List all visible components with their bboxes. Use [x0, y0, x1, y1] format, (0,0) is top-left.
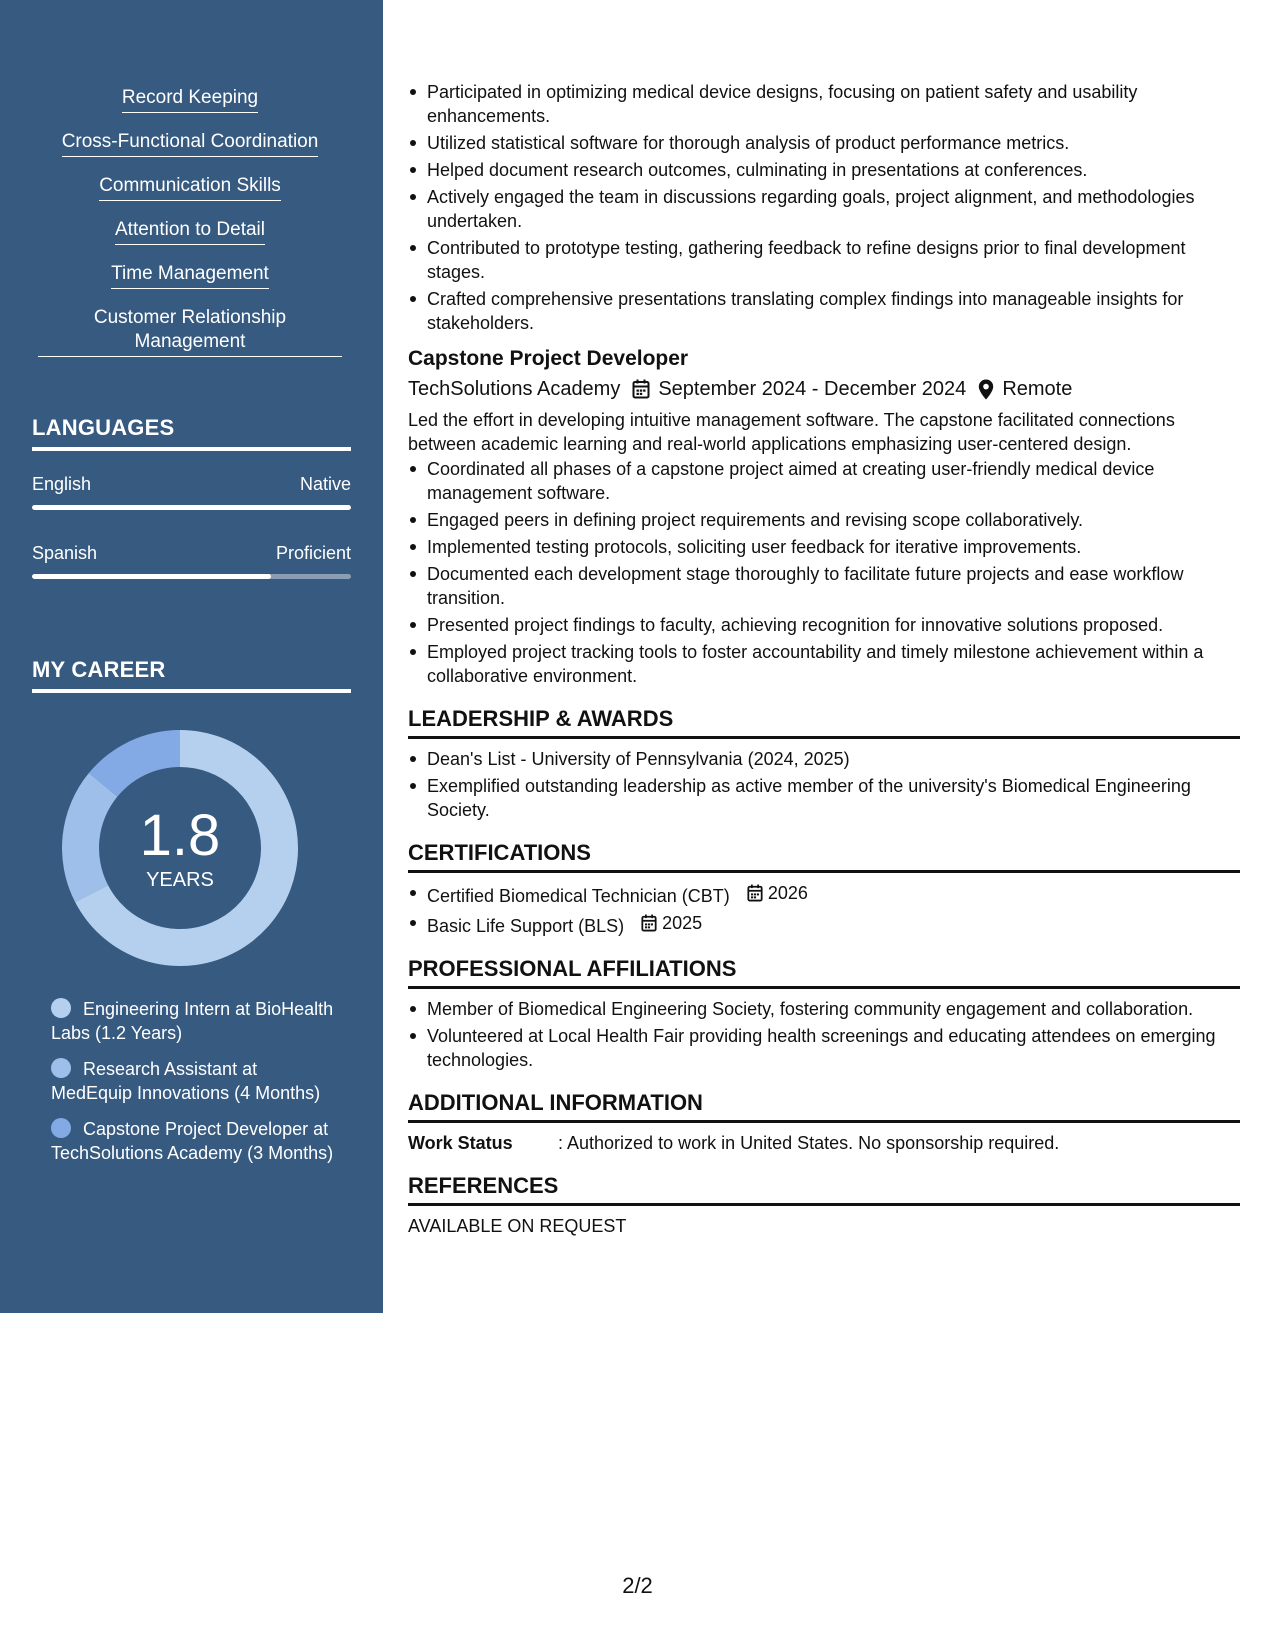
list-item: Presented project findings to faculty, achieving recognition for innovative solutions proposed.: [408, 613, 1240, 637]
skill-item: Communication Skills: [99, 174, 281, 201]
certifications-list: [408, 881, 1240, 938]
list-item: Exemplified outstanding leadership as active member of the university's Biomedical Engineering Society.: [408, 774, 1240, 822]
languages-heading: LANGUAGES: [32, 415, 351, 451]
language-level: Proficient: [275, 543, 351, 563]
career-legend-item: [51, 1057, 341, 1105]
list-item: Utilized statistical software for thorough analysis of product performance metrics.: [408, 131, 1240, 155]
language-bar: [32, 574, 351, 579]
language-name: Spanish: [32, 543, 98, 563]
calendar-icon: [632, 379, 650, 399]
language-bar: [32, 505, 351, 510]
language-row: [32, 474, 351, 495]
career-legend-label: Engineering Intern at BioHealth Labs (1.2 Years): [51, 999, 334, 1043]
job-dates: September 2024 - December 2024: [658, 378, 967, 400]
list-item: Employed project tracking tools to foster accountability and timely milestone achievement within a collaborative environment.: [408, 640, 1240, 688]
language-row: [32, 543, 351, 564]
sidebar: [0, 0, 383, 1313]
certification-year: 2025: [662, 913, 703, 933]
job-meta: [408, 374, 1240, 404]
job-company: TechSolutions Academy: [408, 378, 621, 400]
list-item: Crafted comprehensive presentations translating complex findings into manageable insights for stakeholders.: [408, 287, 1240, 335]
career-legend: [51, 997, 341, 1177]
certification-name: Basic Life Support (BLS): [427, 916, 625, 936]
career-legend-item: [51, 997, 341, 1045]
legend-dot: [51, 998, 71, 1018]
career-legend-label: Capstone Project Developer at TechSolutions Academy (3 Months): [51, 1119, 334, 1163]
job-location: Remote: [1002, 378, 1073, 400]
experience-bullets: [408, 80, 1240, 335]
career-total-unit: YEARS: [146, 869, 214, 891]
list-item: Actively engaged the team in discussions regarding goals, project alignment, and methodologies undertaken.: [408, 185, 1240, 233]
calendar-icon: [747, 884, 763, 902]
certification-item: [408, 881, 1240, 908]
career-heading: MY CAREER: [32, 657, 351, 693]
list-item: Coordinated all phases of a capstone project aimed at creating user-friendly medical device management software.: [408, 457, 1240, 505]
certification-item: [408, 911, 1240, 938]
skill-item: Cross-Functional Coordination: [62, 130, 319, 157]
page-number: 2/2: [622, 1573, 653, 1598]
skill-item: Record Keeping: [122, 86, 258, 113]
list-item: Volunteered at Local Health Fair providing health screenings and educating attendees on emerging technologies.: [408, 1024, 1240, 1072]
references-heading: REFERENCES: [408, 1172, 1240, 1206]
certification-name: Certified Biomedical Technician (CBT): [427, 886, 730, 906]
work-status-label: Work Status: [408, 1133, 513, 1153]
language-name: English: [32, 474, 92, 494]
list-item: Contributed to prototype testing, gathering feedback to refine designs prior to final development stages.: [408, 236, 1240, 284]
certification-year: 2026: [767, 883, 808, 903]
job-description: Led the effort in developing intuitive management software. The capstone facilitated connections between academic learning and real-world applications emphasizing user-centered design.: [408, 410, 1175, 454]
job-title: Capstone Project Developer: [408, 347, 689, 370]
leadership-list: [408, 747, 1240, 822]
skills-list: [30, 86, 350, 357]
legend-dot: [51, 1058, 71, 1078]
career-legend-label: Research Assistant at MedEquip Innovations (4 Months): [51, 1059, 321, 1103]
list-item: Participated in optimizing medical device designs, focusing on patient safety and usability enhancements.: [408, 80, 1240, 128]
skill-item: Attention to Detail: [115, 218, 265, 245]
certifications-heading: CERTIFICATIONS: [408, 839, 1240, 873]
list-item: Implemented testing protocols, soliciting user feedback for iterative improvements.: [408, 535, 1240, 559]
list-item: Helped document research outcomes, culminating in presentations at conferences.: [408, 158, 1240, 182]
leadership-heading: LEADERSHIP & AWARDS: [408, 705, 1240, 739]
career-legend-item: [51, 1117, 341, 1165]
job-bullets: [408, 457, 1240, 688]
skill-item: Time Management: [111, 262, 269, 289]
calendar-icon: [641, 914, 657, 932]
additional-info-heading: ADDITIONAL INFORMATION: [408, 1089, 1240, 1123]
language-bar-fill: [32, 505, 351, 510]
work-status-value: : Authorized to work in United States. No sponsorship required.: [558, 1133, 1060, 1153]
language-bar-fill: [32, 574, 271, 579]
references-text: AVAILABLE ON REQUEST: [408, 1216, 627, 1236]
list-item: Documented each development stage thoroughly to facilitate future projects and ease workflow transition.: [408, 562, 1240, 610]
main-content: [408, 80, 1240, 1238]
list-item: Engaged peers in defining project requirements and revising scope collaboratively.: [408, 508, 1240, 532]
skill-item: Customer Relationship Management: [38, 306, 342, 357]
language-level: Native: [299, 474, 351, 494]
location-pin-icon: [978, 379, 994, 400]
work-status-row: [408, 1131, 1240, 1155]
affiliations-heading: PROFESSIONAL AFFILIATIONS: [408, 955, 1240, 989]
list-item: Member of Biomedical Engineering Society, fostering community engagement and collaboration.: [408, 997, 1240, 1021]
list-item: Dean's List - University of Pennsylvania (2024, 2025): [408, 747, 1240, 771]
career-total-value: 1.8: [139, 803, 221, 868]
affiliations-list: [408, 997, 1240, 1072]
legend-dot: [51, 1118, 71, 1138]
